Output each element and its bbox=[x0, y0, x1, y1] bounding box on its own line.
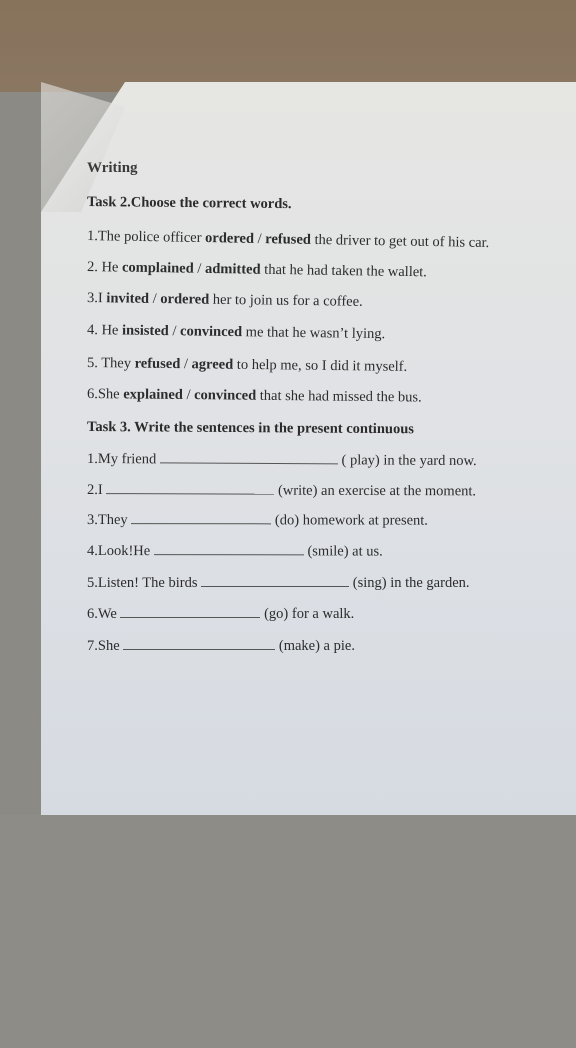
task3-item-6: 6.We (go) for a walk. bbox=[87, 606, 355, 622]
task3-item-1: 1.My friend ( play) in the yard now. bbox=[86, 451, 477, 470]
answer-blank[interactable] bbox=[154, 544, 304, 555]
answer-blank[interactable] bbox=[123, 639, 275, 650]
task3-item-5: 5.Listen! The birds (sing) in the garden. bbox=[87, 575, 470, 591]
worksheet-paper bbox=[41, 82, 576, 815]
task3-item-4: 4.Look!He (smile) at us. bbox=[86, 543, 383, 560]
task3-item-2: 2.I (write) an exercise at the moment. bbox=[86, 482, 477, 500]
task3-item-3: 3.They (do) homework at present. bbox=[86, 512, 428, 529]
answer-blank[interactable] bbox=[131, 513, 271, 524]
answer-blank[interactable] bbox=[160, 452, 338, 464]
background-bottom bbox=[0, 815, 576, 1048]
task2-title: Task 2.Choose the correct words. bbox=[86, 194, 292, 213]
answer-blank[interactable] bbox=[201, 576, 349, 587]
task3-item-7: 7.She (make) a pie. bbox=[87, 638, 355, 654]
worksheet-heading: Writing bbox=[87, 160, 138, 176]
answer-blank[interactable] bbox=[106, 483, 274, 495]
task2-item-6: 6.She explained / convinced that she had missed the bus. bbox=[86, 386, 422, 406]
task2-item-4: 4. He insisted / convinced me that he wasn’t lying. bbox=[86, 322, 386, 343]
task2-item-2: 2. He complained / admitted that he had taken the wallet. bbox=[86, 259, 428, 281]
answer-blank[interactable] bbox=[120, 607, 260, 618]
task3-title: Task 3. Write the sentences in the present continuous bbox=[86, 419, 415, 438]
task2-item-3: 3.I invited / ordered her to join us for a coffee. bbox=[86, 290, 363, 310]
task2-item-1: 1.The police officer ordered / refused the driver to get out of his car. bbox=[86, 228, 490, 252]
task2-item-5: 5. They refused / agreed to help me, so I did it myself. bbox=[86, 355, 408, 375]
background-top bbox=[0, 0, 576, 92]
